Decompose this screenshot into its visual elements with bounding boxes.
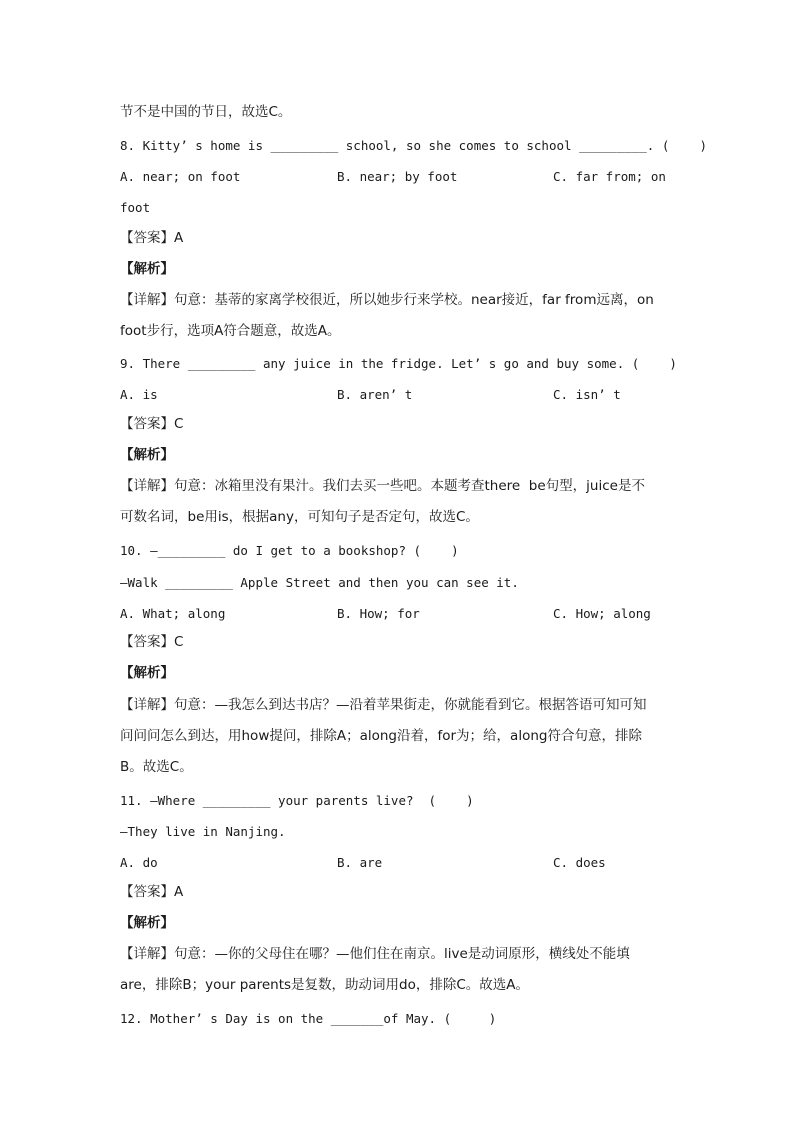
question-11-option-a: A. do bbox=[120, 855, 158, 870]
question-10-option-b: B. How; for bbox=[337, 606, 420, 621]
question-9-option-b: B. aren’ t bbox=[337, 387, 413, 402]
question-10-answer: 【答案】C bbox=[120, 634, 184, 650]
question-10-detail-line-1: 【详解】句意：—我怎么到达书店？—沿着苹果街走，你就能看到它。根据答语可知可知 bbox=[120, 697, 647, 713]
question-9-analysis-heading: 【解析】 bbox=[120, 447, 174, 463]
question-9-detail-line-2: 可数名词，be用is，根据any，可知句子是否定句，故选C。 bbox=[120, 509, 479, 525]
question-8-detail-line-1: 【详解】句意：基蒂的家离学校很近，所以她步行来学校。near接近，far from远离，on bbox=[120, 292, 654, 308]
question-9-answer: 【答案】C bbox=[120, 416, 184, 432]
question-11-option-b: B. are bbox=[337, 855, 383, 870]
question-11-analysis-heading: 【解析】 bbox=[120, 915, 174, 931]
question-11-text: 11. —Where _________ your parents live? ( ) bbox=[120, 793, 474, 808]
question-9-text: 9. There _________ any juice in the fridge. Let’ s go and buy some. ( ) bbox=[120, 356, 677, 371]
question-11-detail-line-2: are，排除B；your parents是复数，助动词用do，排除C。故选A。 bbox=[120, 977, 530, 993]
question-11-detail-line-1: 【详解】句意：—你的父母住在哪？—他们住在南京。live是动词原形，横线处不能填 bbox=[120, 946, 630, 962]
question-8-answer: 【答案】A bbox=[120, 230, 184, 246]
question-8-option-a: A. near; on foot bbox=[120, 169, 241, 184]
question-10-detail-line-3: B。故选C。 bbox=[120, 759, 193, 775]
question-9-option-a: A. is bbox=[120, 387, 158, 402]
question-10-text-line-2: —Walk _________ Apple Street and then you can see it. bbox=[120, 575, 519, 590]
question-10-option-a: A. What; along bbox=[120, 606, 226, 621]
question-8-option-c: C. far from; on bbox=[553, 169, 666, 184]
question-9-option-c: C. isn’ t bbox=[553, 387, 621, 402]
question-9-detail-line-1: 【详解】句意：冰箱里没有果汁。我们去买一些吧。本题考查there be句型，juice是不 bbox=[120, 478, 645, 494]
question-11-option-c: C. does bbox=[553, 855, 606, 870]
question-8-analysis-heading: 【解析】 bbox=[120, 261, 174, 277]
question-8-option-b: B. near; by foot bbox=[337, 169, 458, 184]
question-10-analysis-heading: 【解析】 bbox=[120, 665, 174, 681]
question-8-detail-line-2: foot步行，选项A符合题意，故选A。 bbox=[120, 323, 341, 339]
question-12-text: 12. Mother’ s Day is on the _______of May. ( ) bbox=[120, 1011, 497, 1026]
explanation-continuation: 节不是中国的节日，故选C。 bbox=[120, 104, 292, 120]
question-8-option-c-continued: foot bbox=[120, 200, 151, 215]
question-10-option-c: C. How; along bbox=[553, 606, 651, 621]
question-10-detail-line-2: 问问问怎么到达，用how提问，排除A；along沿着，for为；给，along符合句意，排除 bbox=[120, 728, 642, 744]
question-10-text: 10. —_________ do I get to a bookshop? ( ) bbox=[120, 543, 459, 558]
question-8-text: 8. Kitty’ s home is _________ school, so she comes to school _________. ( ) bbox=[120, 138, 707, 153]
question-11-answer: 【答案】A bbox=[120, 884, 184, 900]
question-11-text-line-2: —They live in Nanjing. bbox=[120, 824, 286, 839]
